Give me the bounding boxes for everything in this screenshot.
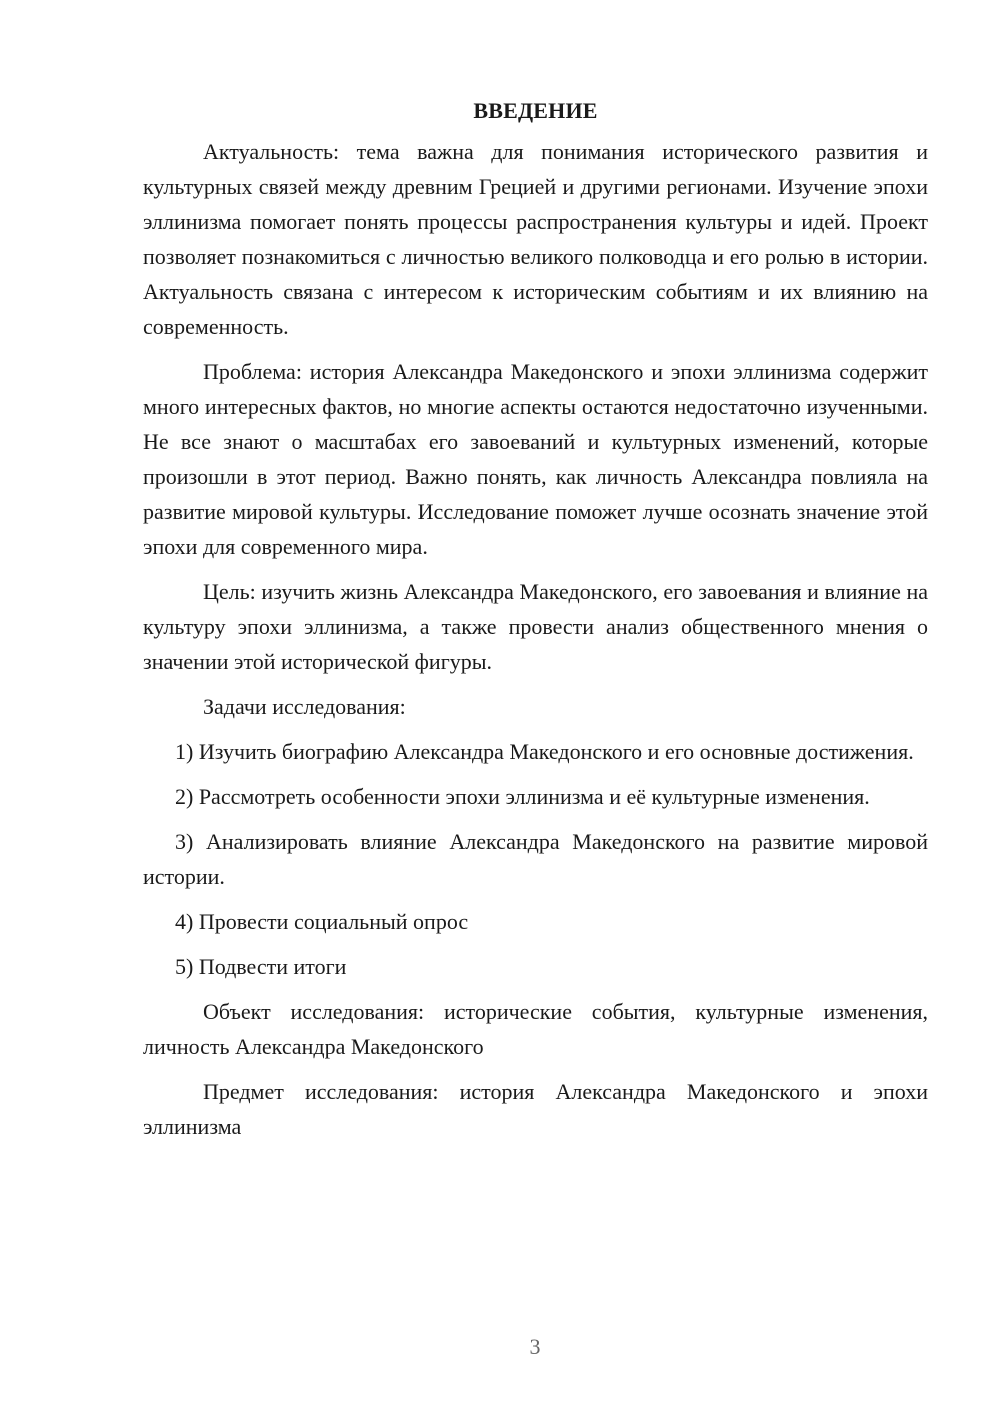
- task-item-1: 1) Изучить биографию Александра Македонского и его основные достижения.: [175, 739, 914, 764]
- task-item-5: 5) Подвести итоги: [175, 954, 347, 979]
- page-title: ВВЕДЕНИЕ: [473, 98, 598, 123]
- page-number: 3: [529, 1334, 541, 1359]
- relevance-paragraph: Актуальность: тема важна для понимания исторического развития и культурных связей между древним Грецией и другими регионами. Изучение эпохи эллинизма помогает понять процессы распространения культуры и идей. Проект позволяет познакомиться с личностью великого полководца и его ролью в истории. Актуальность связана с интересом к историческим событиям и их влиянию на современность.: [143, 139, 928, 339]
- problem-paragraph: Проблема: история Александра Македонского и эпохи эллинизма содержит много интересных фактов, но многие аспекты остаются недостаточно изученными. Не все знают о масштабах его завоеваний и культурных изменений, которые произошли в этот период. Важно понять, как личность Александра повлияла на развитие мировой культуры. Исследование поможет лучше осознать значение этой эпохи для современного мира.: [143, 359, 928, 559]
- goal-paragraph: Цель: изучить жизнь Александра Македонского, его завоевания и влияние на культуру эпохи эллинизма, а также провести анализ общественного мнения о значении этой исторической фигуры.: [143, 579, 928, 674]
- document-page: [143, 93, 928, 1154]
- task-item-4: 4) Провести социальный опрос: [175, 909, 469, 934]
- task-item-2: 2) Рассмотреть особенности эпохи эллинизма и её культурные изменения.: [175, 784, 870, 809]
- task-item-3: 3) Анализировать влияние Александра Македонского на развитие мировой истории.: [143, 829, 928, 889]
- tasks-heading: Задачи исследования:: [203, 694, 406, 719]
- subject-paragraph: Предмет исследования: история Александра Македонского и эпохи эллинизма: [143, 1079, 928, 1139]
- object-paragraph: Объект исследования: исторические события, культурные изменения, личность Александра Македонского: [143, 999, 928, 1059]
